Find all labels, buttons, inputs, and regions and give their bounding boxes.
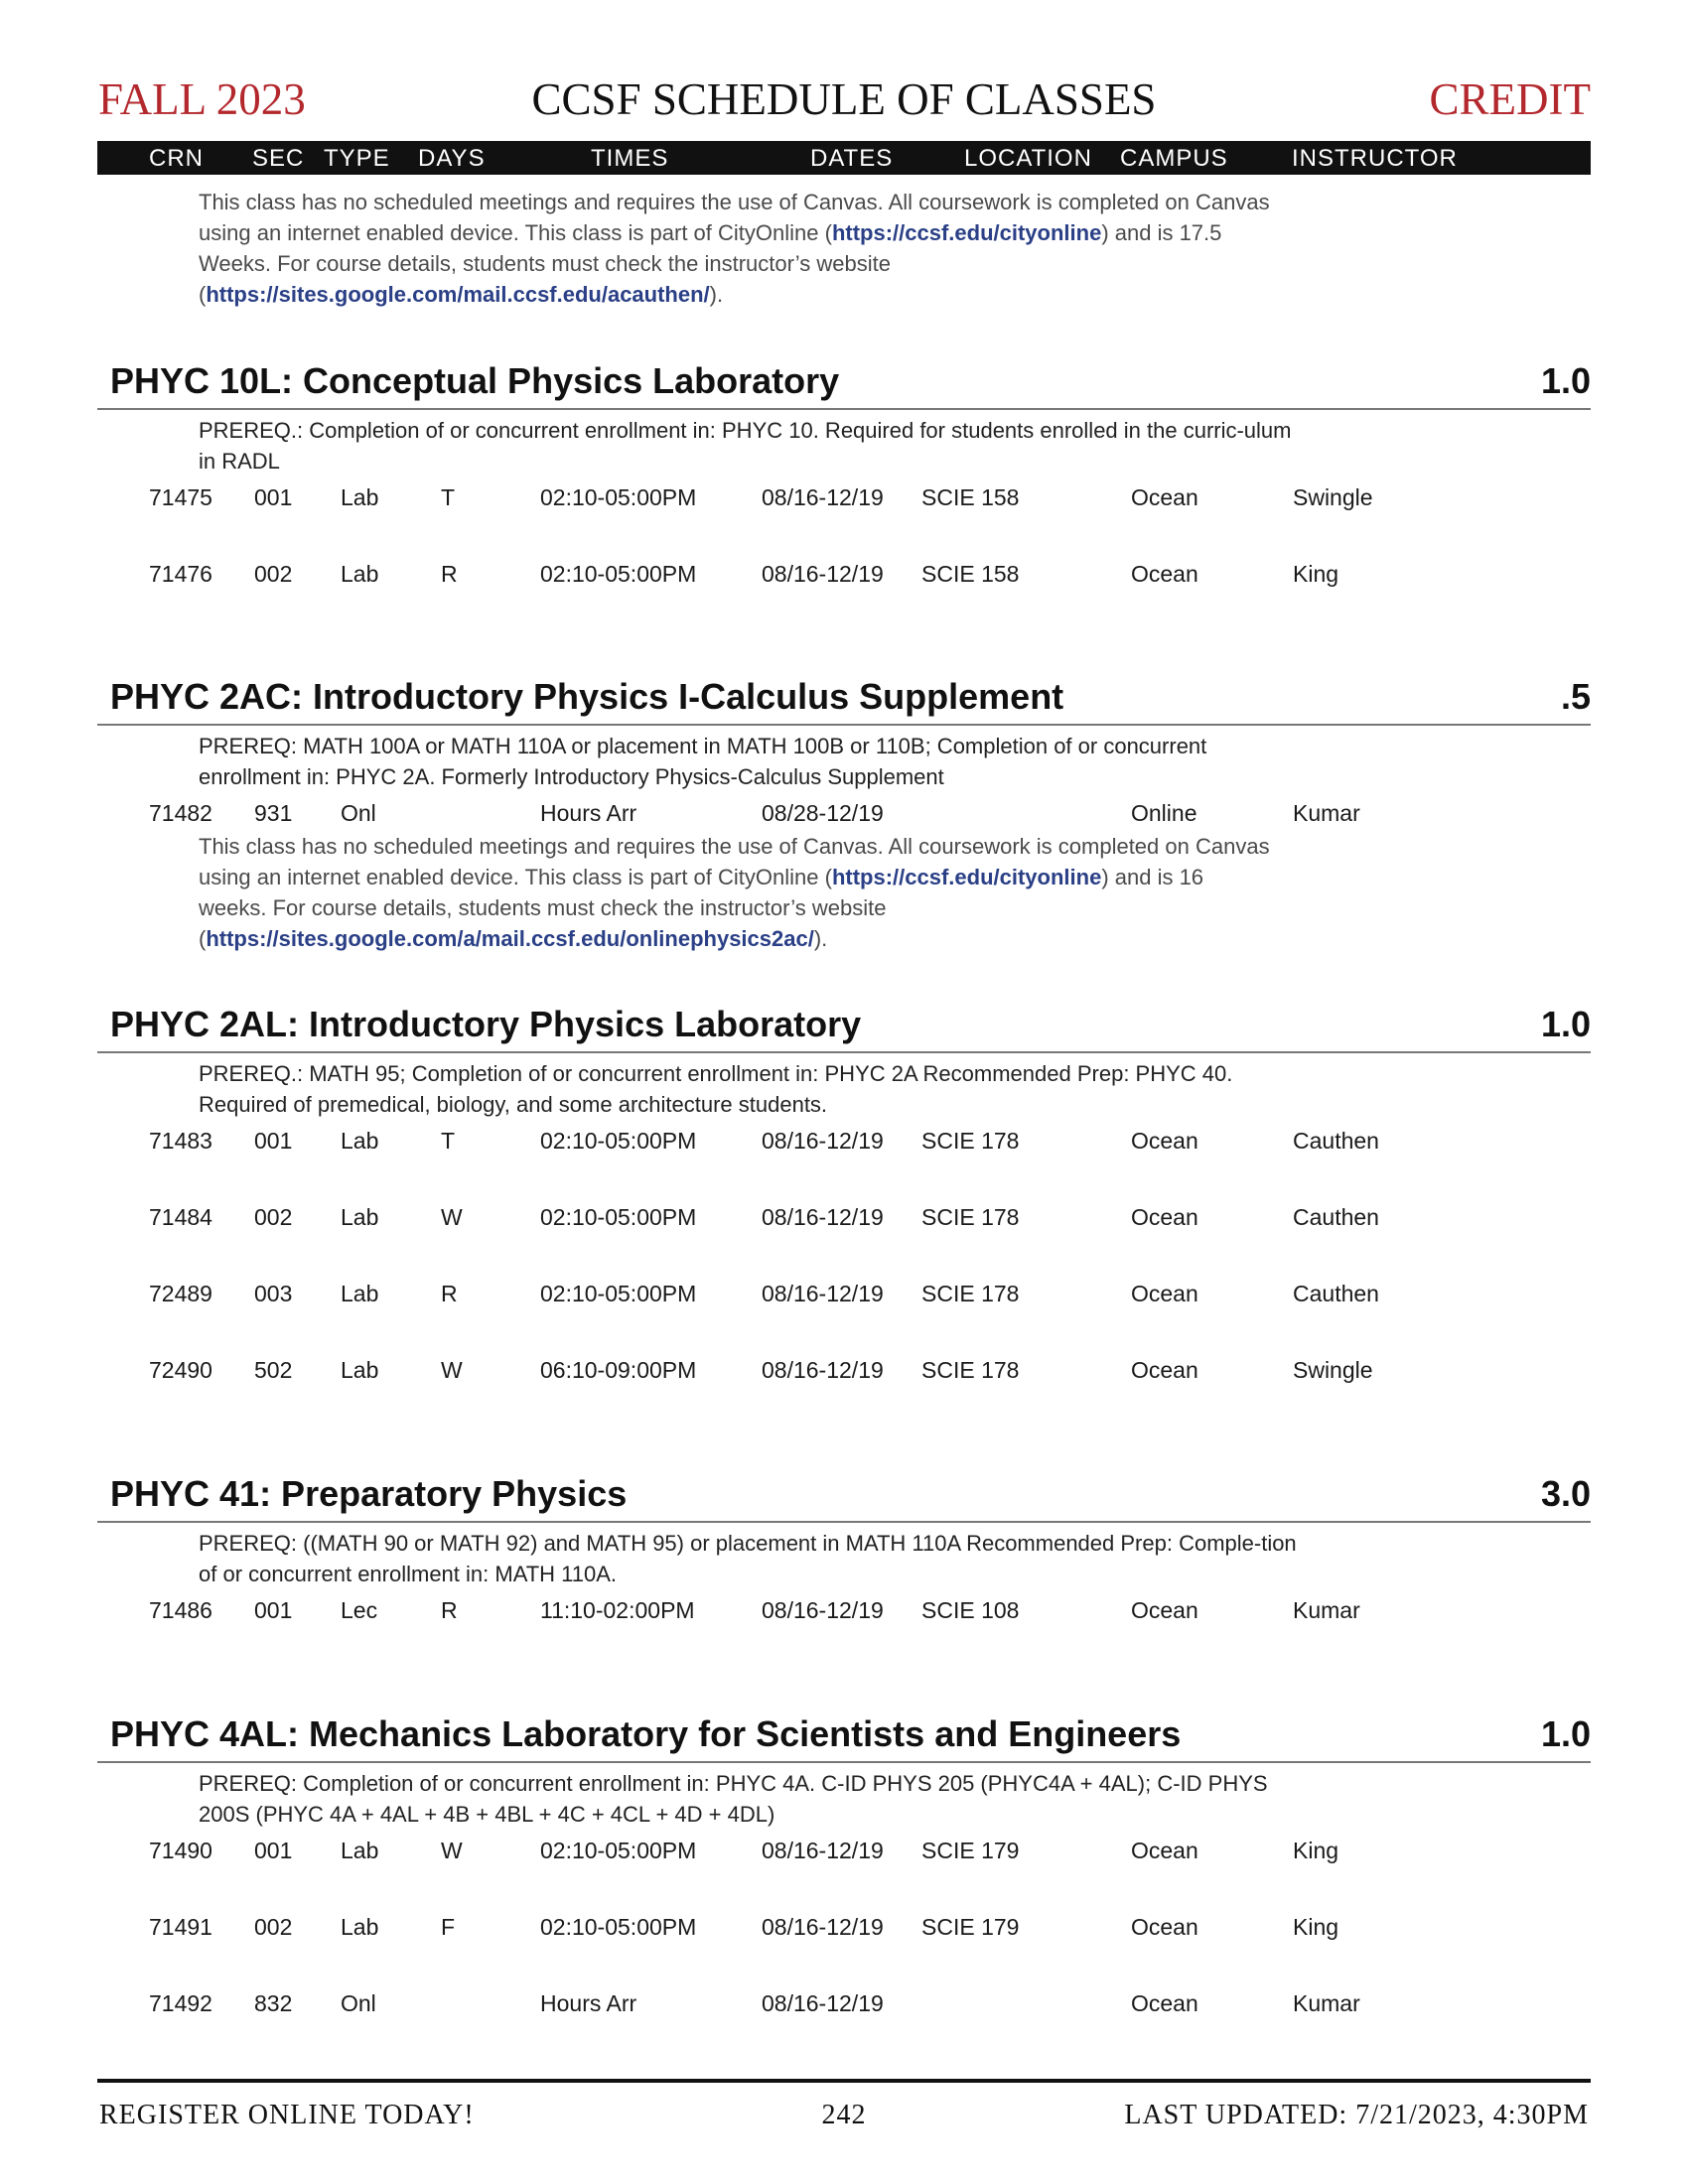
page-number: 242 (821, 2100, 867, 2130)
section-campus: Ocean (1131, 1597, 1198, 1623)
note-text: ). (813, 926, 828, 951)
section-campus: Ocean (1131, 1990, 1198, 2016)
section-dates: 08/16-12/19 (762, 1128, 884, 1154)
course-title: PHYC 4AL: Mechanics Laboratory for Scientists and Engineers (110, 1713, 1182, 1754)
section-row (0, 1594, 1688, 1626)
section-instructor: Kumar (1293, 1597, 1360, 1623)
course-prereq: PREREQ: Completion of or concurrent enrollment in: PHYC 4A. C-ID PHYS 205 (PHYC4A + 4AL); C-ID PHYS 200S (PHYC 4A + 4AL + 4B + 4BL + 4C + 4CL + 4D + 4DL) (199, 1771, 1268, 1827)
section-type: Lab (341, 1838, 379, 1863)
section-campus: Ocean (1131, 1281, 1198, 1306)
section-row (0, 1278, 1688, 1309)
section-times: Hours Arr (540, 1990, 637, 2016)
section-row (0, 1835, 1688, 1866)
section-location: SCIE 178 (921, 1204, 1020, 1230)
section-dates: 08/16-12/19 (762, 1990, 884, 2016)
column-header-location: LOCATION (964, 145, 1092, 172)
section-instructor: Kumar (1293, 800, 1360, 826)
section-times: 02:10-05:00PM (540, 1838, 697, 1863)
section-type: Lab (341, 1281, 379, 1306)
column-header-bar (97, 141, 1591, 175)
section-times: 02:10-05:00PM (540, 1128, 697, 1154)
section-days: R (441, 1597, 458, 1623)
column-header-campus: CAMPUS (1120, 145, 1228, 172)
section-number: 002 (254, 1204, 293, 1230)
footer-divider (97, 2079, 1591, 2083)
section-instructor: Cauthen (1293, 1204, 1379, 1230)
cityonline-link[interactable]: https://ccsf.edu/cityonline (831, 220, 1102, 245)
section-instructor: King (1293, 1914, 1339, 1940)
column-header-crn: CRN (149, 145, 204, 172)
section-row (0, 1125, 1688, 1157)
course-title: PHYC 2AC: Introductory Physics I-Calculus Supplement (110, 676, 1064, 717)
column-header-days: DAYS (418, 145, 486, 172)
section-days: R (441, 561, 458, 587)
section-days: T (441, 1128, 456, 1154)
section-dates: 08/16-12/19 (762, 561, 884, 587)
course-divider (97, 724, 1591, 726)
column-header-times: TIMES (591, 145, 669, 172)
section-instructor: Swingle (1293, 484, 1373, 510)
section-campus: Ocean (1131, 1357, 1198, 1383)
section-row (0, 1987, 1688, 2019)
section-instructor: King (1293, 1838, 1339, 1863)
section-location: SCIE 179 (921, 1914, 1020, 1940)
section-days: W (441, 1838, 463, 1863)
course-title: PHYC 10L: Conceptual Physics Laboratory (110, 360, 840, 401)
course-title: PHYC 2AL: Introductory Physics Laboratory (110, 1004, 862, 1044)
section-instructor: King (1293, 561, 1339, 587)
section-times: 02:10-05:00PM (540, 561, 697, 587)
course-units: 1.0 (1540, 1713, 1591, 1754)
note-text: ) and is 17.5 Weeks. For course details, students must check the instructor’s website ( (199, 220, 1222, 307)
column-header-type: TYPE (324, 145, 390, 172)
section-campus: Ocean (1131, 484, 1198, 510)
section-location: SCIE 158 (921, 484, 1020, 510)
crn: 71491 (149, 1914, 212, 1940)
section-row (0, 481, 1688, 513)
section-number: 832 (254, 1990, 293, 2016)
column-header-instructor: INSTRUCTOR (1292, 145, 1458, 172)
section-location: SCIE 178 (921, 1281, 1020, 1306)
column-header-sec: SEC (252, 145, 305, 172)
instructor-website-link[interactable]: https://sites.google.com/a/mail.ccsf.edu/onlinephysics2ac/ (206, 926, 814, 951)
section-type: Lab (341, 561, 379, 587)
crn: 71484 (149, 1204, 212, 1230)
section-campus: Ocean (1131, 1204, 1198, 1230)
crn: 71490 (149, 1838, 212, 1863)
note-text: ) and is 16 weeks. For course details, students must check the instructor’s website ( (199, 865, 1204, 951)
note-text: This class has no scheduled meetings and requires the use of Canvas. All coursework is completed on Canvas using an internet enabled device. This class is part of CityOnline ( (199, 834, 1270, 889)
section-times: 11:10-02:00PM (540, 1597, 695, 1623)
section-row (0, 1354, 1688, 1386)
crn: 72489 (149, 1281, 212, 1306)
section-type: Lec (341, 1597, 378, 1623)
crn: 71482 (149, 800, 212, 826)
section-number: 502 (254, 1357, 293, 1383)
course-units: 1.0 (1540, 360, 1591, 401)
section-days: T (441, 484, 456, 510)
section-dates: 08/28-12/19 (762, 800, 884, 826)
section-instructor: Kumar (1293, 1990, 1360, 2016)
section-row (0, 1911, 1688, 1943)
section-dates: 08/16-12/19 (762, 1914, 884, 1940)
section-days: W (441, 1204, 463, 1230)
course-units: .5 (1560, 676, 1591, 717)
column-header-dates: DATES (810, 145, 894, 172)
course-divider (97, 1051, 1591, 1053)
section-type: Lab (341, 484, 379, 510)
section-location: SCIE 179 (921, 1838, 1020, 1863)
section-dates: 08/16-12/19 (762, 484, 884, 510)
section-dates: 08/16-12/19 (762, 1597, 884, 1623)
section-number: 002 (254, 561, 293, 587)
section-campus: Ocean (1131, 1914, 1198, 1940)
section-times: Hours Arr (540, 800, 637, 826)
section-location: SCIE 158 (921, 561, 1020, 587)
section-dates: 08/16-12/19 (762, 1357, 884, 1383)
page-title: CCSF SCHEDULE OF CLASSES (531, 74, 1157, 124)
course-prereq: PREREQ: MATH 100A or MATH 110A or placement in MATH 100B or 110B; Completion of or concurrent enrollment in: PHYC 2A. Formerly Introductory Physics-Calculus Supplement (199, 734, 1207, 789)
credit-label: CREDIT (1429, 74, 1591, 124)
section-days: F (441, 1914, 456, 1940)
section-days: W (441, 1357, 463, 1383)
course-title: PHYC 41: Preparatory Physics (110, 1473, 628, 1514)
crn: 71483 (149, 1128, 212, 1154)
section-campus: Ocean (1131, 1838, 1198, 1863)
section-type: Lab (341, 1204, 379, 1230)
section-times: 02:10-05:00PM (540, 1281, 697, 1306)
section-campus: Online (1131, 800, 1197, 826)
note-text: This class has no scheduled meetings and requires the use of Canvas. All coursework is completed on Canvas using an internet enabled device. This class is part of CityOnline ( (199, 190, 1270, 245)
section-row (0, 797, 1688, 829)
course-prereq: PREREQ: ((MATH 90 or MATH 92) and MATH 95) or placement in MATH 110A Recommended Prep: Comple-tion of or concurrent enrollment in: MATH 110A. (199, 1531, 1297, 1586)
section-dates: 08/16-12/19 (762, 1204, 884, 1230)
register-online-link[interactable]: REGISTER ONLINE TODAY! (99, 2100, 475, 2130)
section-number: 003 (254, 1281, 293, 1306)
section-number: 001 (254, 1838, 293, 1863)
section-row (0, 1201, 1688, 1233)
last-updated: LAST UPDATED: 7/21/2023, 4:30PM (1124, 2100, 1589, 2130)
course-prereq: PREREQ.: MATH 95; Completion of or concurrent enrollment in: PHYC 2A Recommended Prep: PHYC 40. Required of premedical, biology, and some architecture students. (199, 1061, 1233, 1117)
course-divider (97, 408, 1591, 410)
term-label: FALL 2023 (98, 74, 306, 124)
section-number: 001 (254, 1597, 293, 1623)
section-type: Onl (341, 1990, 376, 2016)
section-location: SCIE 178 (921, 1128, 1020, 1154)
section-instructor: Swingle (1293, 1357, 1373, 1383)
cityonline-link[interactable]: https://ccsf.edu/cityonline (831, 865, 1102, 889)
section-days: R (441, 1281, 458, 1306)
course-prereq: PREREQ.: Completion of or concurrent enrollment in: PHYC 10. Required for students enrolled in the curric-ulum in RADL (199, 418, 1292, 474)
section-instructor: Cauthen (1293, 1128, 1379, 1154)
section-location: SCIE 108 (921, 1597, 1020, 1623)
crn: 71475 (149, 484, 212, 510)
section-times: 02:10-05:00PM (540, 1914, 697, 1940)
crn: 72490 (149, 1357, 212, 1383)
note-text: ). (709, 282, 724, 307)
section-dates: 08/16-12/19 (762, 1281, 884, 1306)
course-divider (97, 1761, 1591, 1763)
online-class-note (199, 187, 1276, 310)
course-units: 3.0 (1540, 1473, 1591, 1514)
section-type: Lab (341, 1357, 379, 1383)
section-number: 001 (254, 1128, 293, 1154)
section-type: Onl (341, 800, 376, 826)
section-row (0, 558, 1688, 590)
section-number: 931 (254, 800, 293, 826)
section-instructor: Cauthen (1293, 1281, 1379, 1306)
section-campus: Ocean (1131, 561, 1198, 587)
section-type: Lab (341, 1128, 379, 1154)
section-type: Lab (341, 1914, 379, 1940)
course-divider (97, 1521, 1591, 1523)
section-number: 002 (254, 1914, 293, 1940)
section-number: 001 (254, 484, 293, 510)
section-times: 02:10-05:00PM (540, 484, 697, 510)
section-times: 02:10-05:00PM (540, 1204, 697, 1230)
instructor-website-link[interactable]: https://sites.google.com/mail.ccsf.edu/acauthen/ (206, 282, 710, 307)
section-dates: 08/16-12/19 (762, 1838, 884, 1863)
crn: 71486 (149, 1597, 212, 1623)
online-class-note (199, 831, 1276, 954)
crn: 71492 (149, 1990, 212, 2016)
section-times: 06:10-09:00PM (540, 1357, 697, 1383)
section-location: SCIE 178 (921, 1357, 1020, 1383)
course-units: 1.0 (1540, 1004, 1591, 1044)
section-campus: Ocean (1131, 1128, 1198, 1154)
crn: 71476 (149, 561, 212, 587)
